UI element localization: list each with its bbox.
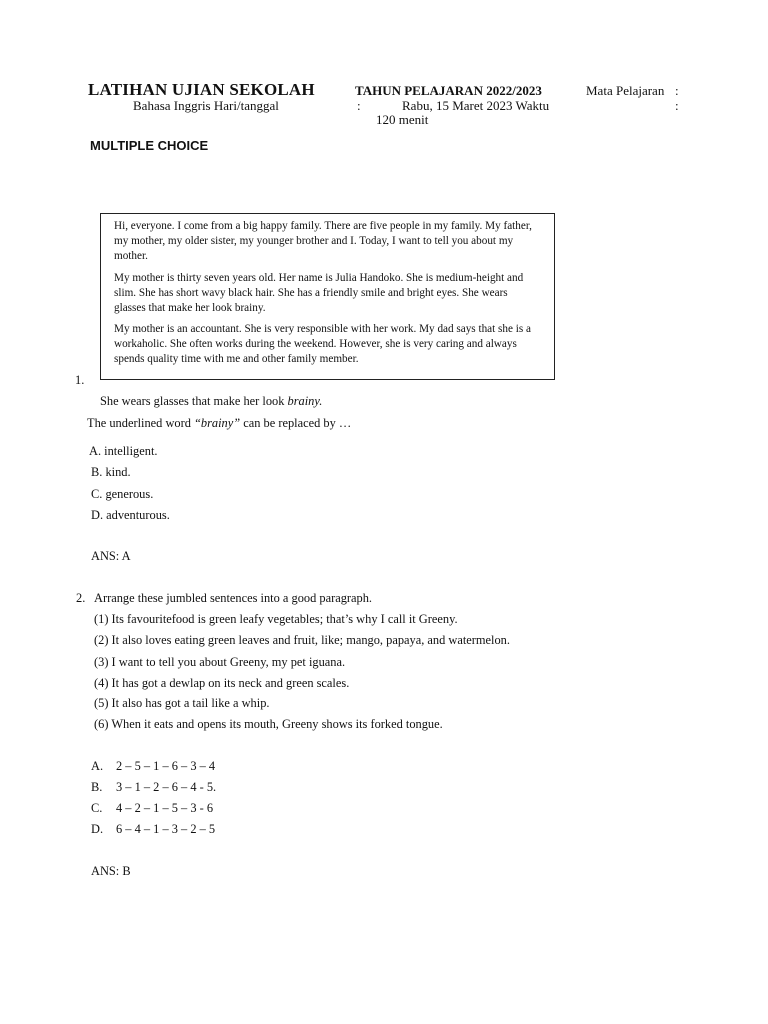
jumbled-sentence: (4) It has got a dewlap on its neck and green scales. xyxy=(94,676,350,690)
answer-key: ANS: A xyxy=(91,549,131,563)
option-c[interactable]: C. generous. xyxy=(91,487,154,501)
answer-key: ANS: B xyxy=(91,864,131,878)
option-c-letter[interactable]: C. xyxy=(91,801,103,815)
prompt-text: can be replaced by … xyxy=(240,416,352,430)
prompt-word: “brainy” xyxy=(194,416,241,430)
option-c-text[interactable]: 4 – 2 – 1 – 5 – 3 - 6 xyxy=(116,801,214,815)
duration: 120 menit xyxy=(376,112,429,127)
quoted-sentence-text: She wears glasses that make her look xyxy=(100,394,288,408)
passage-paragraph: My mother is thirty seven years old. Her name is Julia Handoko. She is medium-height and slim. She has short wavy black hair. She has a friendly smile and bright eyes. She wears glasses that make her look brainy. xyxy=(114,271,524,314)
section-title: MULTIPLE CHOICE xyxy=(90,138,209,153)
option-b-letter[interactable]: B. xyxy=(91,780,103,794)
question-prompt xyxy=(87,416,351,431)
exam-title: LATIHAN UJIAN SEKOLAH xyxy=(88,80,315,99)
option-a-text[interactable]: 2 – 5 – 1 – 6 – 3 – 4 xyxy=(116,759,216,773)
option-b[interactable]: B. kind. xyxy=(91,465,131,479)
prompt-text: The underlined word xyxy=(87,416,195,430)
passage-paragraph: Hi, everyone. I come from a big happy family. There are five people in my family. My father, my mother, my older sister, my younger brother and I. Today, I want to tell you about my mother. xyxy=(114,220,532,262)
passage-paragraph: My mother is an accountant. She is very responsible with her work. My dad says that she is a workaholic. She often works during the weekend. However, she is very caring and always spends quality time with me and other family member. xyxy=(114,323,531,366)
date-text: Rabu, 15 Maret 2023 Waktu xyxy=(402,98,550,113)
option-a-letter[interactable]: A. xyxy=(91,759,104,773)
subject-text: Bahasa Inggris Hari/tanggal xyxy=(133,98,279,113)
colon: : xyxy=(675,98,679,113)
option-a[interactable]: A. intelligent. xyxy=(89,444,158,458)
jumbled-sentence: (3) I want to tell you about Greeny, my pet iguana. xyxy=(94,655,346,669)
option-d[interactable]: D. adventurous. xyxy=(91,508,170,522)
jumbled-sentence: (6) When it eats and opens its mouth, Greeny shows its forked tongue. xyxy=(94,717,443,731)
reading-passage-box xyxy=(100,213,555,380)
jumbled-sentence: (5) It also has got a tail like a whip. xyxy=(94,696,270,710)
question-number: 1. xyxy=(75,373,85,387)
question-prompt: Arrange these jumbled sentences into a good paragraph. xyxy=(94,591,373,605)
option-d-text[interactable]: 6 – 4 – 1 – 3 – 2 – 5 xyxy=(116,822,216,836)
quoted-sentence xyxy=(100,394,322,409)
question-number: 2. xyxy=(76,591,86,605)
subject-label: Mata Pelajaran xyxy=(586,83,665,98)
academic-year: TAHUN PELAJARAN 2022/2023 xyxy=(355,83,542,98)
colon: : xyxy=(675,83,679,98)
quoted-word: brainy. xyxy=(287,394,323,408)
colon: : xyxy=(357,98,361,113)
option-d-letter[interactable]: D. xyxy=(91,822,104,836)
option-b-text[interactable]: 3 – 1 – 2 – 6 – 4 - 5. xyxy=(116,780,217,794)
jumbled-sentence: (2) It also loves eating green leaves and fruit, like; mango, papaya, and watermelon. xyxy=(94,633,510,647)
jumbled-sentence: (1) Its favouritefood is green leafy vegetables; that’s why I call it Greeny. xyxy=(94,612,458,626)
